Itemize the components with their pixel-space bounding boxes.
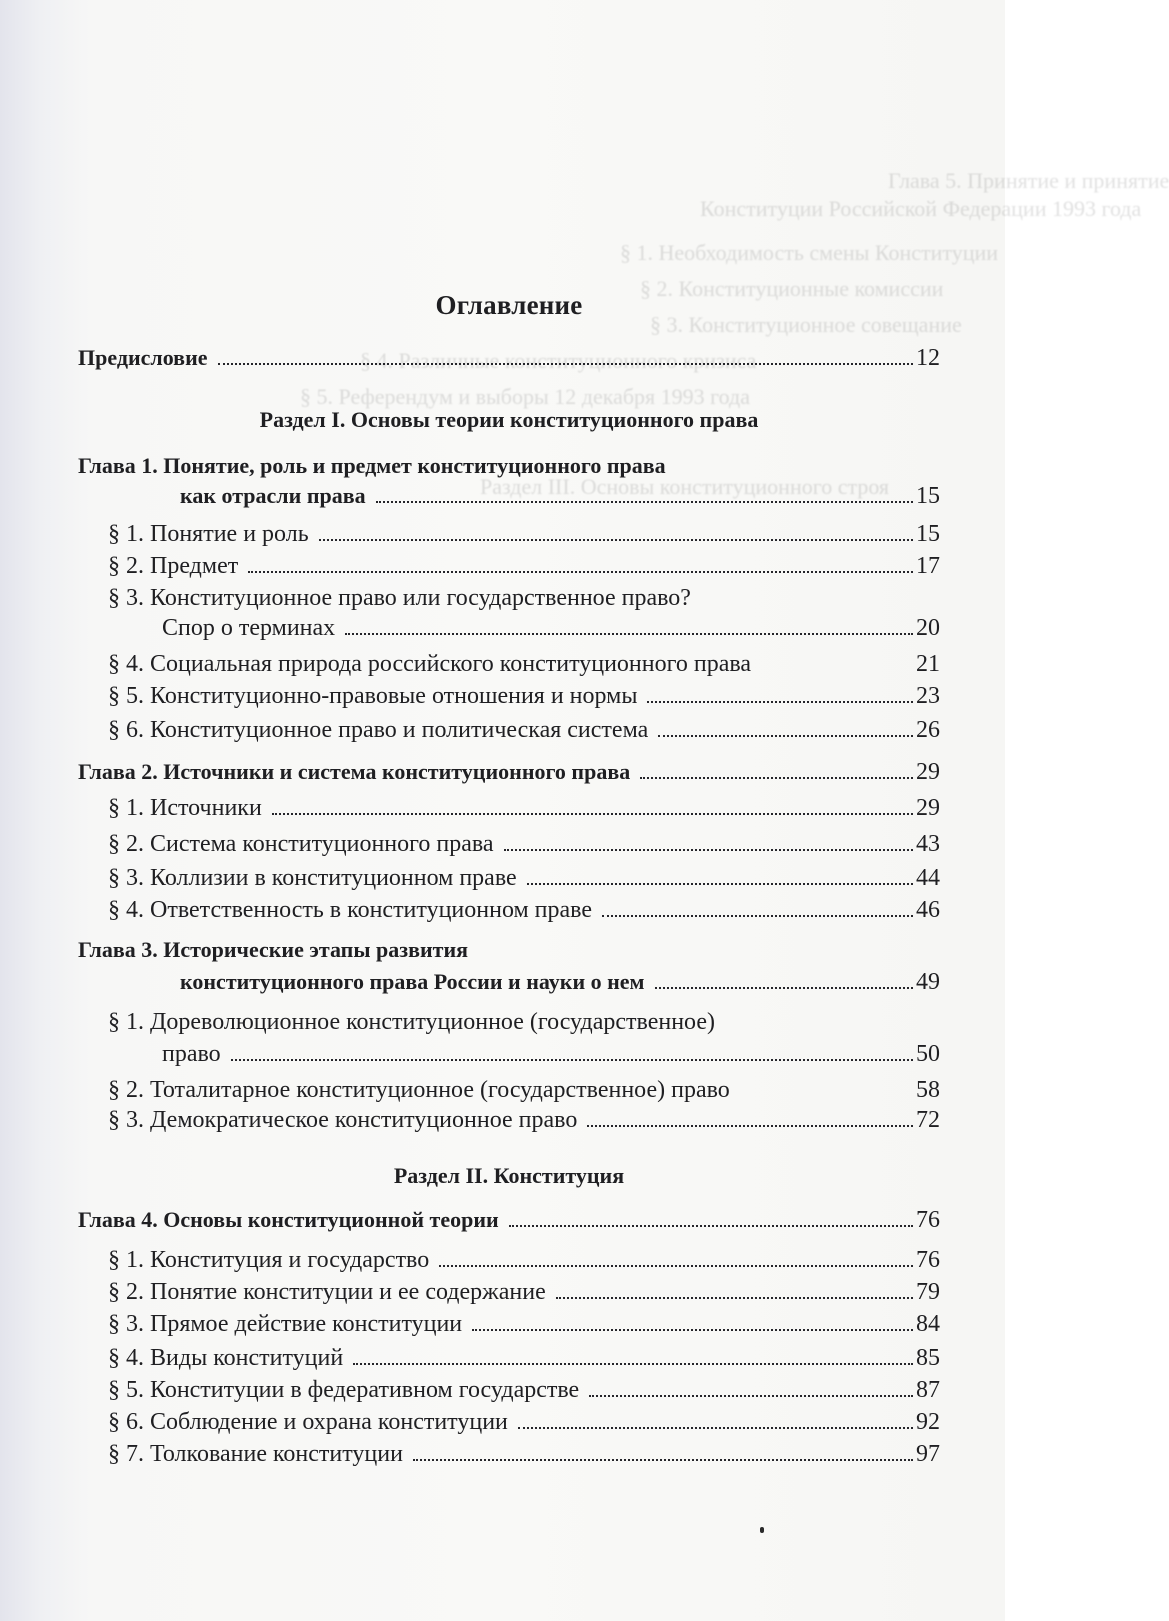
dot-leader [527,877,913,885]
toc-entry-section[interactable] [108,1406,940,1438]
toc-entry-section[interactable] [108,1074,940,1106]
page-number: 43 [916,831,940,857]
entry-label: § 2. Тоталитарное конституционное (государственное) право [108,1077,730,1103]
page-number: 29 [916,759,940,785]
page-number: 72 [916,1107,940,1133]
toc-entry-chapter[interactable] [180,480,940,512]
page-number: 85 [916,1345,940,1371]
page-number: 50 [916,1041,940,1067]
dot-leader [647,695,913,703]
toc-entry-section[interactable] [108,1342,940,1374]
page-number: 29 [916,795,940,821]
ghost-line: § 4. Различные конституционного кризиса [360,348,757,373]
entry-label: Глава 4. Основы конституционной теории [78,1207,499,1232]
entry-label: право [162,1041,221,1067]
dot-leader [504,843,913,851]
section-heading: Раздел II. Конституция [393,1163,625,1188]
entry-label: § 2. Предмет [108,553,239,579]
ghost-line: Глава 5. Принятие и принятие [888,168,1169,193]
page-title: Оглавление [435,290,583,320]
page-number: 97 [916,1441,940,1467]
page-number: 49 [916,969,940,995]
toc-entry-section-first-line[interactable]: § 1. Дореволюционное конституционное (государственное) [108,1009,715,1035]
entry-label: § 4. Виды конституций [108,1345,344,1371]
toc-entry-section[interactable] [108,862,940,894]
page-number: 76 [916,1207,940,1233]
entry-label: § 5. Конституции в федеративном государстве [108,1377,580,1403]
toc-entry-section[interactable] [108,792,940,824]
page-number: 15 [916,521,940,547]
page-number: 12 [916,345,940,371]
dot-leader [589,1389,913,1397]
toc-entry-chapter[interactable] [78,1204,940,1236]
entry-label: конституционного права России и науки о нем [180,969,645,994]
ghost-line: § 1. Необходимость смены Конституции [620,240,999,265]
dot-leader [319,533,913,541]
dot-leader [509,1219,913,1227]
dot-leader [556,1291,913,1299]
entry-label: как отрасли права [180,483,366,508]
dot-leader [655,981,913,989]
toc-chapter-heading: Глава 1. Понятие, роль и предмет конституционного права [78,453,666,478]
dot-leader [218,357,913,365]
dot-leader [353,1357,913,1365]
page-number: 76 [916,1247,940,1273]
ghost-line: § 5. Референдум и выборы 12 декабря 1993 года [300,384,750,409]
dot-leader [640,771,913,779]
toc-entry-section[interactable] [108,648,940,680]
toc-entry-chapter[interactable] [78,756,940,788]
page-number: 20 [916,615,940,641]
entry-label: § 7. Толкование конституции [108,1441,403,1467]
dot-leader [272,807,913,815]
toc-entry-section[interactable] [108,1276,940,1308]
entry-label: Предисловие [78,345,208,370]
entry-label: § 1. Источники [108,795,262,821]
page-number: 23 [916,683,940,709]
entry-label: § 3. Прямое действие конституции [108,1311,463,1337]
toc-entry-section[interactable] [108,1438,940,1470]
entry-label: § 5. Конституционно-правовые отношения и нормы [108,683,638,709]
entry-label: § 1. Конституция и государство [108,1247,430,1273]
page-number: 84 [916,1311,940,1337]
entry-label: § 6. Соблюдение и охрана конституции [108,1409,508,1435]
entry-label: § 2. Система конституционного права [108,831,494,857]
toc-entry-preface[interactable] [78,342,940,374]
print-speck [760,1527,764,1533]
entry-label: § 2. Понятие конституции и ее содержание [108,1279,546,1305]
dot-leader [587,1119,913,1127]
ghost-line: Раздел III. Основы конституционного строя [480,474,890,499]
ghost-line: § 3. Конституционное совещание [650,312,962,337]
toc-entry-section[interactable] [108,680,940,712]
dot-leader [658,729,913,737]
dot-leader [376,495,913,503]
toc-entry-section[interactable] [162,1038,940,1070]
toc-entry-section[interactable] [108,550,940,582]
dot-leader [413,1453,913,1461]
ghost-line: Конституции Российской Федерации 1993 года [700,196,1142,221]
toc-entry-section[interactable] [108,894,940,926]
toc-entry-section[interactable] [108,828,940,860]
entry-label: § 3. Коллизии в конституционном праве [108,865,517,891]
toc-entry-chapter[interactable] [180,966,940,998]
toc-entry-section[interactable] [108,1244,940,1276]
entry-label: Спор о терминах [162,615,336,641]
dot-leader [518,1421,913,1429]
page-number: 17 [916,553,940,579]
toc-entry-section[interactable] [108,1104,940,1136]
page-number: 87 [916,1377,940,1403]
dot-leader [231,1053,913,1061]
entry-label: § 3. Демократическое конституционное право [108,1107,578,1133]
section-heading: Раздел I. Основы теории конституционного права [259,407,759,432]
toc-entry-section[interactable] [108,1308,940,1340]
dot-leader [472,1323,913,1331]
toc-entry-section[interactable] [108,518,940,550]
page-number: 58 [916,1077,940,1103]
page-number: 79 [916,1279,940,1305]
dot-leader [248,565,913,573]
toc-entry-section[interactable] [162,612,940,644]
page-number: 46 [916,897,940,923]
page-number: 44 [916,865,940,891]
dot-leader [345,627,913,635]
page-number: 26 [916,717,940,743]
entry-label: § 1. Понятие и роль [108,521,309,547]
toc-entry-section-first-line[interactable]: § 3. Конституционное право или государственное право? [108,585,691,611]
dot-leader [602,909,913,917]
entry-label: § 4. Ответственность в конституционном праве [108,897,593,923]
toc-entry-section[interactable] [108,714,940,746]
toc-entry-section[interactable] [108,1374,940,1406]
page-number: 21 [916,651,940,677]
entry-label: Глава 2. Источники и система конституционного права [78,759,631,784]
ghost-line: § 2. Конституционные комиссии [640,276,944,301]
page-number: 92 [916,1409,940,1435]
entry-label: § 4. Социальная природа российского конституционного права [108,651,752,677]
dot-leader [439,1259,913,1267]
page-number: 15 [916,483,940,509]
toc-chapter-heading: Глава 3. Исторические этапы развития [78,937,469,962]
entry-label: § 6. Конституционное право и политическая система [108,717,649,743]
